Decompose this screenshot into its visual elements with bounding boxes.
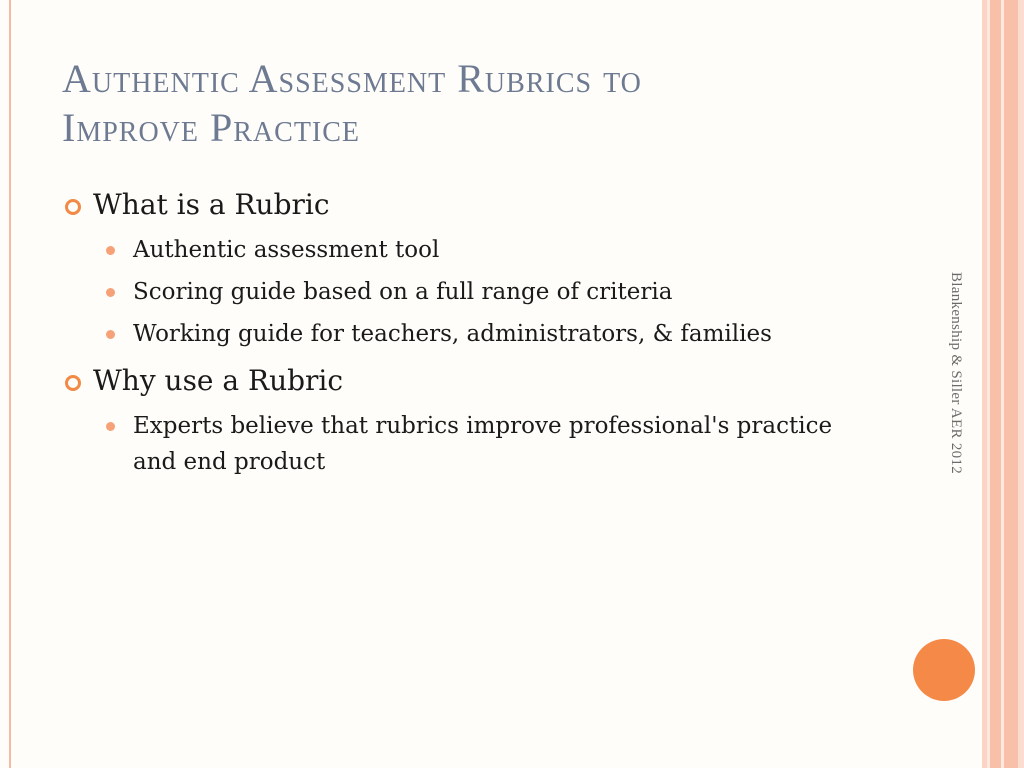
dot-bullet-icon [106, 330, 115, 339]
bullet-heading-what [62, 186, 862, 224]
sub-bullet-item [62, 232, 853, 268]
bullet-heading-why [62, 362, 862, 400]
slide-title-line-1: Authentic Assessment Rubrics to [62, 56, 642, 101]
sub-bullet-item [62, 408, 853, 480]
right-stripe [1004, 0, 1018, 768]
sub-bullet-item [62, 316, 833, 352]
sub-bullet-text: Scoring guide based on a full range of criteria [133, 279, 673, 305]
left-border-line [9, 0, 11, 768]
ring-bullet-icon [65, 199, 81, 215]
decorative-orange-circle [913, 639, 975, 701]
sub-bullet-text: Authentic assessment tool [133, 237, 440, 263]
vertical-footer-text: Blankenship & Siller AER 2012 [948, 272, 964, 475]
slide-title [62, 54, 922, 152]
dot-bullet-icon [106, 422, 115, 431]
ring-bullet-icon [65, 375, 81, 391]
sub-bullet-text: Experts believe that rubrics improve professional's practice and end product [133, 413, 833, 475]
dot-bullet-icon [106, 246, 115, 255]
right-stripe [1018, 0, 1024, 768]
slide-content [62, 186, 862, 480]
sub-bullet-text: Working guide for teachers, administrators, & families [133, 321, 772, 347]
slide-title-line-2: Improve Practice [62, 105, 361, 150]
dot-bullet-icon [106, 288, 115, 297]
bullet-heading-text: Why use a Rubric [93, 364, 344, 397]
right-stripe [990, 0, 1001, 768]
sub-bullet-item [62, 274, 853, 310]
bullet-heading-text: What is a Rubric [93, 188, 330, 221]
